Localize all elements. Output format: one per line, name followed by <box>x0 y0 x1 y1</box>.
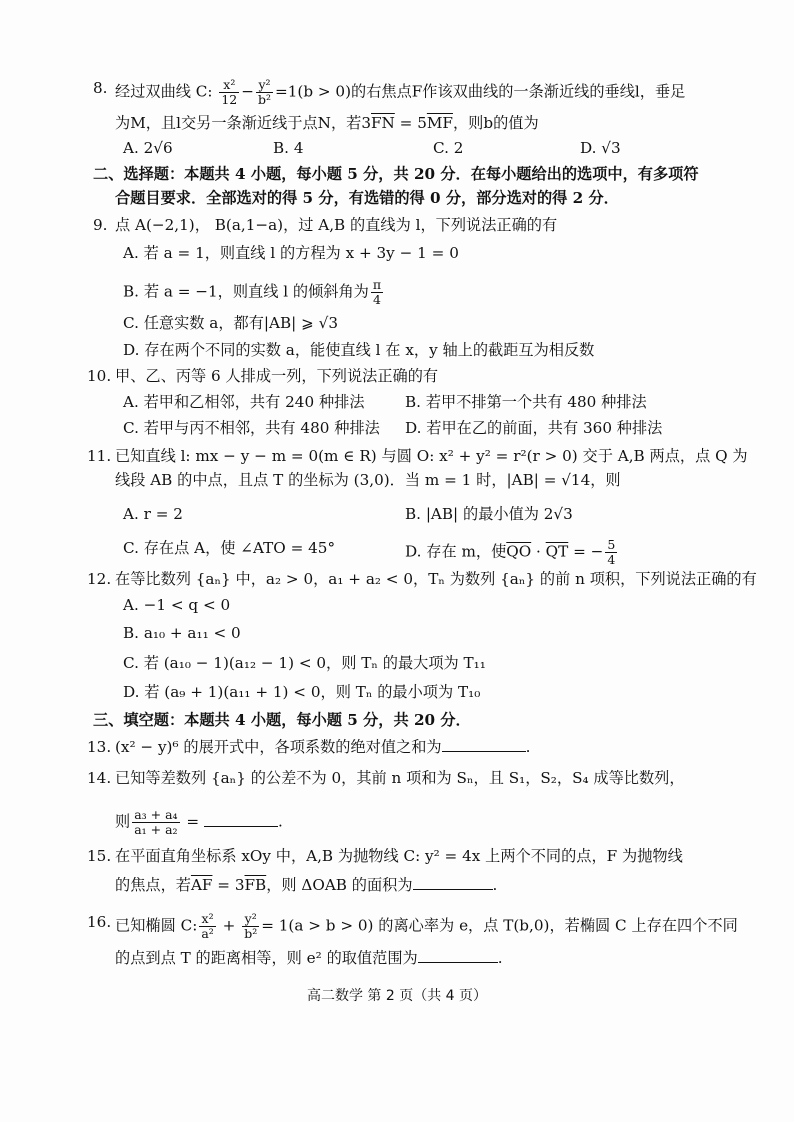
page-footer: 高二数学 第 2 页（共 4 页） <box>306 988 488 1004</box>
q16-line2 <box>115 948 503 968</box>
q14-expr <box>115 808 283 837</box>
q11-vector-qt: $\overline{QT}$ <box>545 542 569 561</box>
q11-d-text: D. 存在 m，使 <box>405 542 507 561</box>
q14-end: . <box>277 812 283 831</box>
q10-stem: 甲、乙、丙等 6 人排成一列，下列说法正确的有 <box>115 367 439 385</box>
q8-text-a: 经过双曲线 <box>115 82 191 101</box>
q11-dot: · <box>531 542 546 561</box>
q14-pre: 则 <box>115 812 131 831</box>
q11-stem1: 已知直线 l: mx − y − m = 0(m ∈ R) 与圆 O: x² + y² = r²(r > 0) 交于 A,B 两点，点 Q 为 <box>115 447 748 465</box>
q12-option-a: A. −1 < q < 0 <box>123 596 231 614</box>
q15-l2-c: ，则 ΔOAB 的面积为 <box>266 876 413 894</box>
q8-option-b: B. 4 <box>273 139 304 157</box>
q12-option-d: D. 若 (a₉ + 1)(a₁₁ + 1) < 0，则 Tₙ 的最小项为 T₁₀ <box>123 683 481 701</box>
q16-post: = 1(a > b > 0) 的离心率为 e，点 T(b,0)，若椭圆 C 上存在四个不同 <box>261 916 738 935</box>
q8-vector-fn: $\overline{FN}$ <box>371 114 395 132</box>
q9-option-a: A. 若 a = 1，则直线 l 的方程为 x + 3y − 1 = 0 <box>123 244 459 262</box>
q8-text-b: 的右焦点F作该双曲线的一条渐近线的垂线l，垂足 <box>351 82 686 101</box>
q9-number: 9. <box>93 216 108 234</box>
q8-frac1-num: x² <box>219 78 239 93</box>
q9-b-den: 4 <box>372 292 381 307</box>
q11-vector-qo: $\overline{QO}$ <box>506 542 532 561</box>
q16-frac1-den: a² <box>201 926 214 941</box>
q10-option-c: C. 若甲与丙不相邻，共有 480 种排法 <box>123 419 380 437</box>
q10-option-b: B. 若甲不排第一个共有 480 种排法 <box>405 393 647 411</box>
q16-l2: 的点到点 T 的距离相等，则 e² 的取值范围为 <box>115 949 418 967</box>
q8-number: 8. <box>93 79 108 97</box>
q8-frac2-num: y² <box>256 78 273 93</box>
q16-frac1 <box>199 912 215 941</box>
q11-d-num: 5 <box>607 537 616 552</box>
q8-stem <box>115 78 685 107</box>
q9-option-c: C. 任意实数 a，都有|AB| ⩾ √3 <box>123 314 339 332</box>
q15-vector-fb: $\overline{FB}$ <box>244 876 267 894</box>
q9-option-b <box>123 278 385 307</box>
q10-option-a: A. 若甲和乙相邻，共有 240 种排法 <box>123 393 365 411</box>
q16-frac2-den: b² <box>244 926 258 941</box>
q8-line2-c: ，则b的值为 <box>452 114 539 132</box>
q16-answer-blank[interactable] <box>418 948 498 963</box>
q8-vector-mf: $\overline{MF}$ <box>426 114 453 132</box>
q15-l2-b: = 3 <box>212 876 245 894</box>
q15-answer-blank[interactable] <box>413 875 493 890</box>
section3-heading: 三、填空题：本题共 4 小题，每小题 5 分，共 20 分． <box>93 711 471 729</box>
q13-end: . <box>525 738 531 756</box>
q14-frac-num: a₃ + a₄ <box>134 807 178 822</box>
q8-frac2 <box>256 78 273 107</box>
q16-frac2-num: y² <box>242 912 259 927</box>
q16-pre: 已知椭圆 C: <box>115 916 198 935</box>
q13-text: (x² − y)⁶ 的展开式中，各项系数的绝对值之和为 <box>115 738 442 756</box>
section2-heading-cont: 合题目要求．全部选对的得 5 分，有选错的得 0 分，部分选对的得 2 分． <box>115 189 619 207</box>
q8-frac1 <box>219 78 239 107</box>
q10-number: 10. <box>87 367 112 385</box>
q8-frac1-den: 12 <box>221 92 238 107</box>
q8-line2-a: 为M，且l交另一条渐近线于点N，若3 <box>115 114 371 132</box>
q13-answer-blank[interactable] <box>442 737 526 752</box>
q15-number: 15. <box>87 847 112 865</box>
q8-option-c: C. 2 <box>433 139 464 157</box>
q12-number: 12. <box>87 570 112 588</box>
q11-option-a: A. r = 2 <box>123 505 183 523</box>
q14-eq: = <box>181 812 204 831</box>
q8-curve: C: <box>195 82 213 101</box>
q14-frac-den: a₁ + a₂ <box>134 822 178 837</box>
q11-d-eq: = − <box>568 542 604 561</box>
q11-option-b: B. |AB| 的最小值为 2√3 <box>405 505 573 523</box>
q8-minus: − <box>241 82 254 101</box>
q16-stem <box>115 912 738 941</box>
q11-stem2: 线段 AB 的中点，且点 T 的坐标为 (3,0)．当 m = 1 时，|AB| = √14，则 <box>115 471 621 489</box>
q11-option-c: C. 存在点 A，使 ∠ATO = 45° <box>123 539 336 557</box>
q9-stem: 点 A(−2,1)， B(a,1−a)，过 A,B 的直线为 l，下列说法正确的有 <box>115 216 558 234</box>
q11-d-den: 4 <box>607 552 616 567</box>
q15-vector-af: $\overline{AF}$ <box>190 876 213 894</box>
q8-frac2-den: b² <box>257 92 271 107</box>
q15-stem: 在平面直角坐标系 xOy 中，A,B 为抛物线 C: y² = 4x 上两个不同的点，F 为抛物线 <box>115 847 683 865</box>
q12-option-c: C. 若 (a₁₀ − 1)(a₁₂ − 1) < 0，则 Tₙ 的最大项为 T₁₁ <box>123 654 486 672</box>
q13-text-wrap <box>115 737 530 757</box>
q11-option-d <box>405 538 619 567</box>
q16-end: . <box>497 949 503 967</box>
q9-option-b-text: B. 若 a = −1，则直线 l 的倾斜角为 <box>123 282 369 301</box>
q8-line2 <box>115 113 539 133</box>
q10-option-d: D. 若甲在乙的前面，共有 360 种排法 <box>405 419 663 437</box>
q8-line2-b: = 5 <box>394 114 427 132</box>
q14-stem: 已知等差数列 {aₙ} 的公差不为 0，其前 n 项和为 Sₙ，且 S₁，S₂，S₄ 成等比数列， <box>115 769 685 787</box>
q15-end: . <box>492 876 498 894</box>
q12-stem: 在等比数列 {aₙ} 中，a₂ > 0，a₁ + a₂ < 0，Tₙ 为数列 {aₙ} 的前 n 项积，下列说法正确的有 <box>115 570 757 588</box>
q8-eq: =1(b > 0) <box>275 82 352 101</box>
section2-heading: 二、选择题：本题共 4 小题，每小题 5 分，共 20 分．在每小题给出的选项中，有多项符 <box>93 165 699 183</box>
q14-number: 14. <box>87 769 112 787</box>
q15-l2-a: 的焦点，若 <box>115 876 191 894</box>
q16-plus: + <box>217 916 241 935</box>
q12-option-b: B. a₁₀ + a₁₁ < 0 <box>123 624 241 642</box>
q9-b-num: π <box>372 277 382 292</box>
q9-option-b-frac <box>371 278 383 307</box>
q16-frac2 <box>242 912 259 941</box>
q16-frac1-num: x² <box>199 912 215 927</box>
q8-option-d: D. √3 <box>580 139 621 157</box>
q16-number: 16. <box>87 913 112 931</box>
q11-d-frac <box>605 538 617 567</box>
q14-frac <box>132 808 179 837</box>
q15-line2 <box>115 875 497 895</box>
q14-answer-blank[interactable] <box>204 812 278 827</box>
q8-option-a: A. 2√6 <box>123 139 173 157</box>
q13-number: 13. <box>87 738 112 756</box>
q9-option-d: D. 存在两个不同的实数 a，能使直线 l 在 x，y 轴上的截距互为相反数 <box>123 341 595 359</box>
q11-number: 11. <box>87 447 112 465</box>
